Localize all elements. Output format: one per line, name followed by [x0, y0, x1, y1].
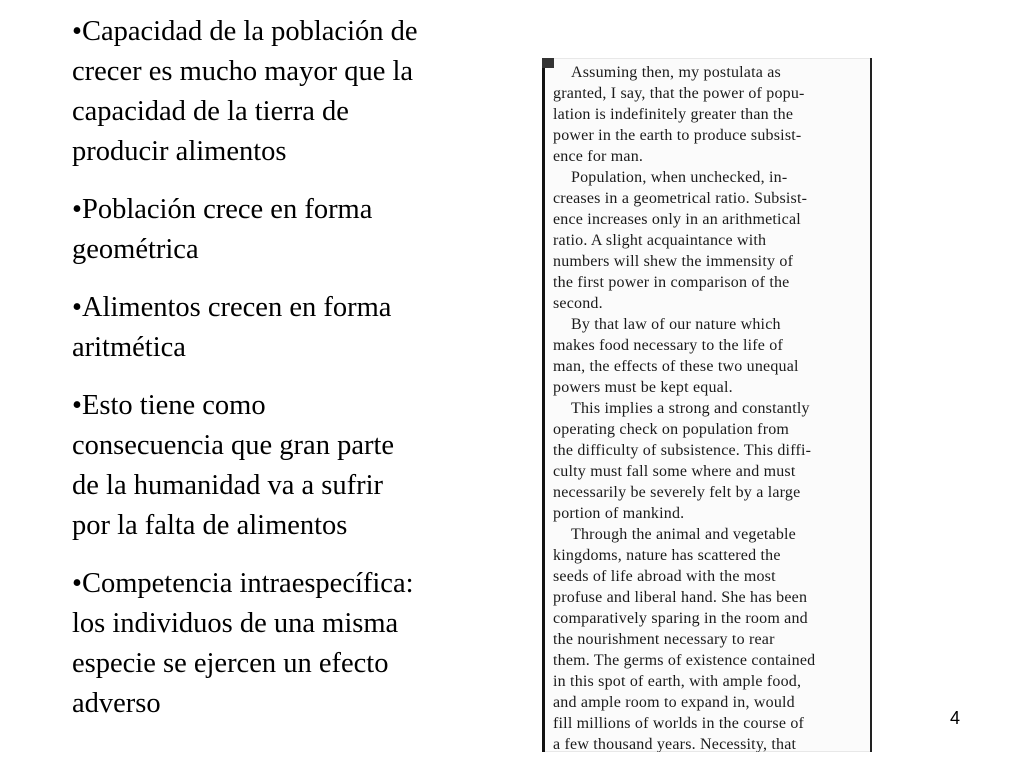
scan-line: Through the animal and vegetable: [571, 526, 796, 543]
scan-line: operating check on population from: [553, 421, 790, 438]
bullet-line: capacidad de la tierra de: [72, 96, 349, 127]
scan-line: second.: [553, 295, 603, 312]
bullet-line: •Capacidad de la población de: [72, 16, 418, 47]
scan-line: fill millions of worlds in the course of: [553, 715, 805, 732]
scan-line: ence for man.: [553, 148, 644, 165]
scan-line: granted, I say, that the power of popu-: [553, 85, 805, 102]
bullet-line: •Alimentos crecen en forma: [72, 292, 392, 323]
scan-line: lation is indefinitely greater than the: [553, 106, 794, 123]
bullet-line: producir alimentos: [72, 136, 287, 167]
scan-line: portion of mankind.: [553, 505, 685, 522]
scan-line: numbers will shew the immensity of: [553, 253, 794, 270]
scanned-text-image: [542, 58, 872, 752]
scanned-excerpt-text: [553, 62, 871, 752]
bullet-line: geométrica: [72, 234, 199, 265]
scan-line: By that law of our nature which: [571, 316, 781, 333]
scan-line: powers must be kept equal.: [553, 379, 733, 396]
scan-line: the nourishment necessary to rear: [553, 631, 775, 648]
scan-line: necessarily be severely felt by a large: [553, 484, 801, 501]
bullet-line: de la humanidad va a sufrir: [72, 470, 384, 501]
scan-line: and ample room to expand in, would: [553, 694, 795, 711]
scan-line: kingdoms, nature has scattered the: [553, 547, 781, 564]
scan-line: makes food necessary to the life of: [553, 337, 784, 354]
bullet-item-arithmetic-growth: [72, 288, 492, 368]
bullet-line: crecer es mucho mayor que la: [72, 56, 414, 87]
bullet-item-intraspecific-competition: [72, 564, 492, 724]
scan-line: This implies a strong and constantly: [571, 400, 810, 417]
bullet-line: •Población crece en forma: [72, 194, 373, 225]
bullet-item-consequence: [72, 386, 492, 546]
scan-line: comparatively sparing in the room and: [553, 610, 808, 627]
bullet-item-geometric-growth: [72, 190, 492, 270]
bullet-line: consecuencia que gran parte: [72, 430, 395, 461]
scan-line: ence increases only in an arithmetical: [553, 211, 801, 228]
scan-line: the first power in comparison of the: [553, 274, 790, 291]
scan-border-left: [542, 58, 545, 752]
bullet-line: por la falta de alimentos: [72, 510, 348, 541]
scan-line: culty must fall some where and must: [553, 463, 796, 480]
scan-line: ratio. A slight acquaintance with: [553, 232, 767, 249]
scan-line: profuse and liberal hand. She has been: [553, 589, 808, 606]
scan-line: the difficulty of subsistence. This diffi-: [553, 442, 812, 459]
bullet-item-population-capacity: [72, 12, 492, 172]
scan-line: a few thousand years. Necessity, that: [553, 736, 797, 752]
bullet-line: aritmética: [72, 332, 186, 363]
bullet-line: adverso: [72, 688, 161, 719]
scan-line: power in the earth to produce subsist-: [553, 127, 802, 144]
bullet-list: [72, 12, 492, 742]
bullet-line: especie se ejercen un efecto: [72, 648, 389, 679]
scan-line: in this spot of earth, with ample food,: [553, 673, 802, 690]
scan-line: Population, when unchecked, in-: [571, 169, 788, 186]
scan-line: Assuming then, my postulata as: [571, 64, 781, 81]
page-number: 4: [950, 708, 961, 728]
scan-line: them. The germs of existence contained: [553, 652, 816, 669]
scan-line: man, the effects of these two unequal: [553, 358, 799, 375]
bullet-line: los individuos de una misma: [72, 608, 399, 639]
bullet-line: •Esto tiene como: [72, 390, 266, 421]
scan-line: creases in a geometrical ratio. Subsist-: [553, 190, 808, 207]
bullet-line: •Competencia intraespecífica:: [72, 568, 414, 599]
scan-line: seeds of life abroad with the most: [553, 568, 776, 585]
